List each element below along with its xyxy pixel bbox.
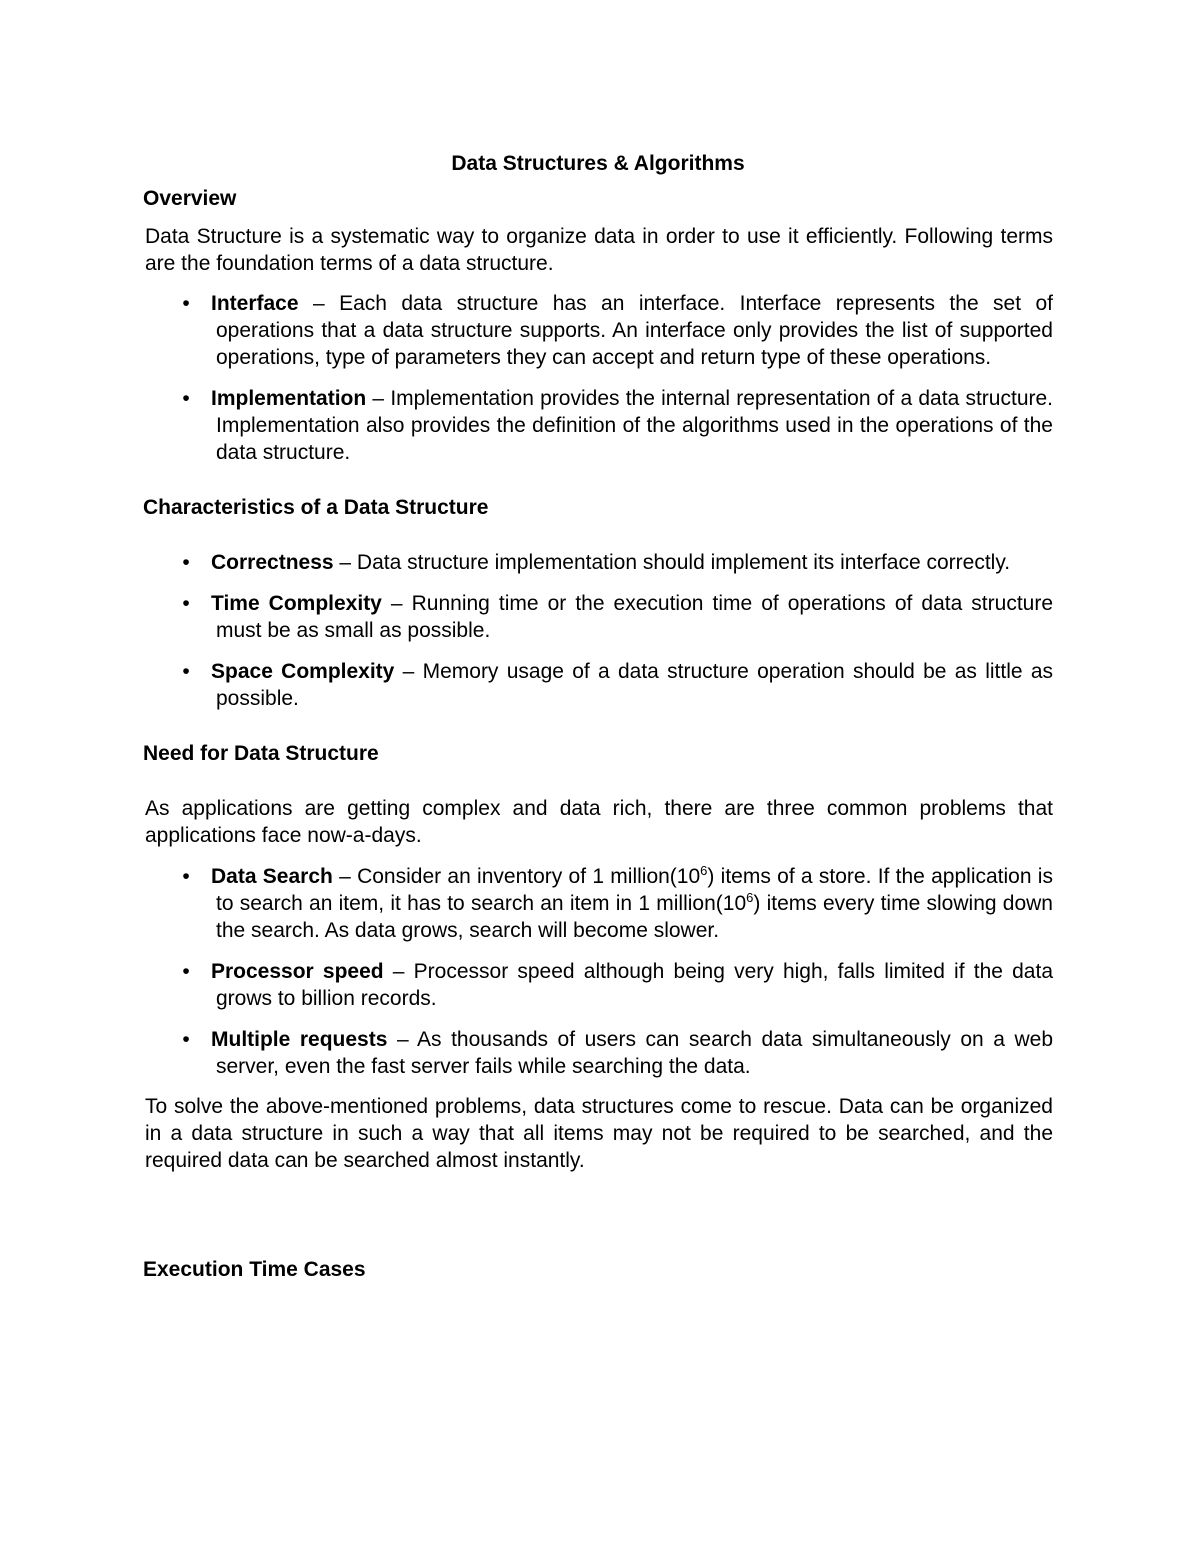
term-description-part: – Consider an inventory of 1 million(10 [332,865,701,888]
bullet-icon: • [182,865,190,888]
term-description: – Implementation provides the internal representation of a data structure. Implementation also provides the definition of the algorithms used in the operations of the data structure. [216,387,1053,464]
document-body [143,148,1053,1283]
term-multiple-requests: Multiple requests [211,1028,388,1051]
term-description-part: ) items every time slowing down the search. As data grows, search will become slower. [216,892,1053,942]
execution-heading: Execution Time Cases [143,1258,366,1281]
list-item [143,863,1053,944]
characteristics-heading: Characteristics of a Data Structure [143,496,489,519]
bullet-icon: • [182,960,190,983]
list-item [143,290,1053,371]
term-description: – Data structure implementation should implement its interface correctly. [333,551,1011,574]
bullet-icon: • [182,660,190,683]
overview-heading: Overview [143,187,237,210]
overview-intro: Data Structure is a systematic way to organize data in order to use it efficiently. Following terms are the foundation terms of a data structure. [145,225,1053,275]
term-description: – Each data structure has an interface. Interface represents the set of operations that a data structure supports. An interface only provides the list of supported operations, type of parameters they can accept and return type of these operations. [216,292,1053,369]
term-correctness: Correctness [211,551,334,574]
term-interface: Interface [211,292,299,315]
characteristics-list [143,549,1053,712]
list-item [143,658,1053,712]
bullet-icon: • [182,387,190,410]
bullet-icon: • [182,292,190,315]
list-item [143,590,1053,644]
list-item [143,958,1053,1012]
document-title: Data Structures & Algorithms [451,152,745,175]
exponent: 6 [700,863,708,878]
term-description: – Running time or the execution time of operations of data structure must be as small as possible. [216,592,1053,642]
bullet-icon: • [182,551,190,574]
term-implementation: Implementation [211,387,367,410]
bullet-icon: • [182,1028,190,1051]
term-data-search: Data Search [211,865,333,888]
term-processor-speed: Processor speed [211,960,384,983]
need-intro: As applications are getting complex and data rich, there are three common problems that applications face now-a-days. [145,797,1053,847]
list-item [143,1026,1053,1080]
need-conclusion: To solve the above-mentioned problems, data structures come to rescue. Data can be organized in a data structure in such a way that all items may not be required to be searched, and the required data can be searched almost instantly. [145,1095,1053,1172]
need-heading: Need for Data Structure [143,742,379,765]
exponent: 6 [746,890,754,905]
term-space-complexity: Space Complexity [211,660,395,683]
term-description: – Processor speed although being very high, falls limited if the data grows to billion records. [216,960,1053,1010]
bullet-icon: • [182,592,190,615]
list-item [143,385,1053,466]
term-description-part: ) items of a store. If the application is to search an item, it has to search an item in 1 million(10 [216,865,1053,915]
list-item [143,549,1053,576]
term-description: – As thousands of users can search data simultaneously on a web server, even the fast server fails while searching the data. [216,1028,1053,1078]
term-description: – Memory usage of a data structure operation should be as little as possible. [216,660,1054,710]
need-list [143,863,1053,1080]
term-time-complexity: Time Complexity [211,592,382,615]
overview-list [143,290,1053,466]
